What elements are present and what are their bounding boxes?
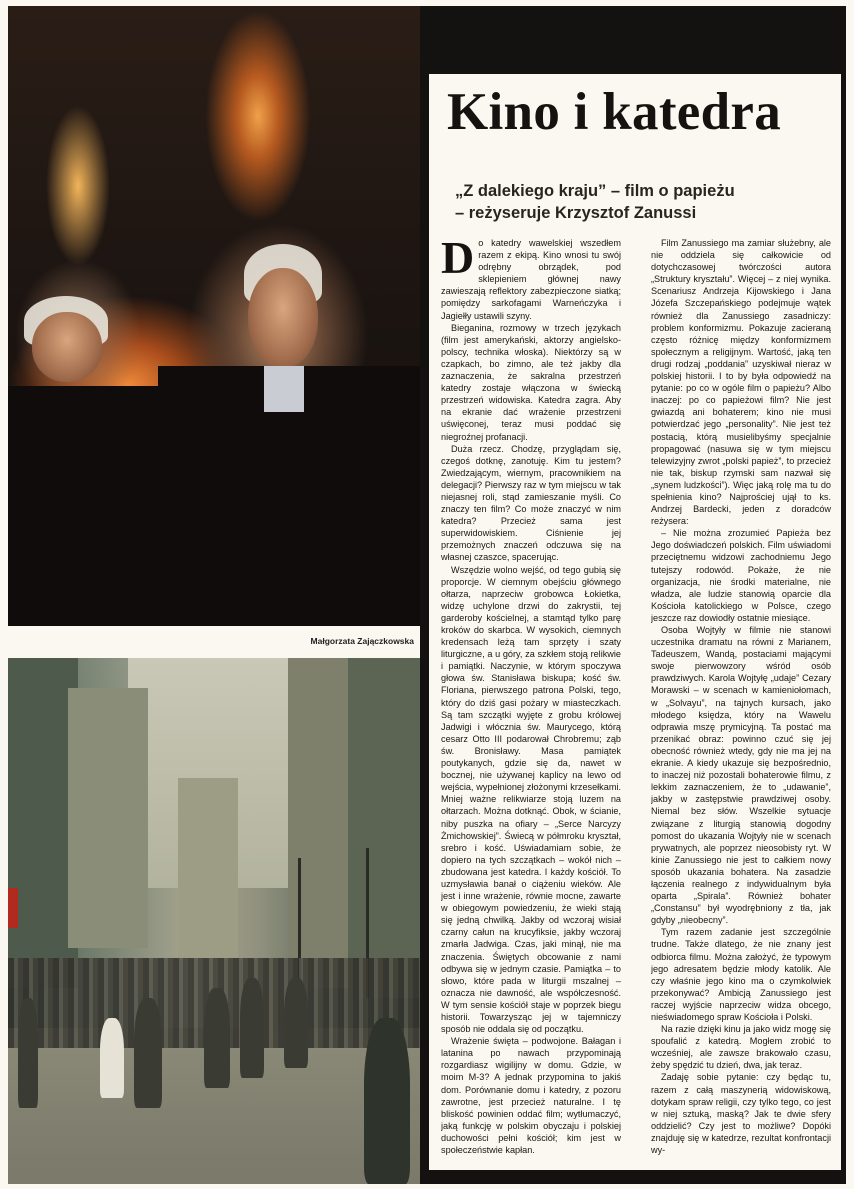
paragraph: Do katedry wawelskiej wszedłem razem z ekipą. Kino wnosi tu swój odrębny obrządek, pod sklepieniem głównej nawy zawieszają reflektory zabezpieczone siatką; pomiędzy sarkofagami Warneńczyka i Jagiełły ustawili szyny. xyxy=(441,237,621,321)
paragraph: Bieganina, rozmowy w trzech językach (film jest amerykański, aktorzy angielsko-polscy, technika włoska). Niektórzy są w czapkach, bo zimno, ale też jakby dla zaznaczenia, że sakralna przestrzeń katedry zostaje włączona w świecką przestrzeń widowiska. Katedra zagra. Aby na ekranie dać wrażenie przestrzeni uświęconej, teraz musi poddać się niegroźnej profanacji. xyxy=(441,322,621,442)
subhead-line-2: – reżyseruje Krzysztof Zanussi xyxy=(455,204,697,222)
subhead xyxy=(455,180,835,224)
photo-street-scene xyxy=(8,658,420,1184)
article-column-right xyxy=(651,237,831,1162)
drop-cap: D xyxy=(441,237,475,283)
paragraph: Duża rzecz. Chodzę, przyglądam się, czegoś dotknę, zanotuję. Kim tu jestem? Zwiedzającym, wiernym, pracownikiem na delegacji? Pierwszy raz w tym miejscu w tak niejasnej roli, stąd zamieszanie myśli. Co znaczy ten film? Co może znaczyć w nim katedra? Przecież sama jest superwidowiskiem. Ciśnienie jej przemożnych znaczeń odczuwa się na własnej czaszce, spacerując. xyxy=(441,443,621,563)
paragraph: Na razie dzięki kinu ja jako widz mogę się spoufalić z katedrą. Mogłem zrobić to wcześniej, ale zawsze brakowało czasu, żeby spędzić tu dzień, dwa, jak teraz. xyxy=(651,1024,831,1071)
headline: Kino i katedra xyxy=(447,83,782,141)
magazine-page xyxy=(8,6,846,1184)
article xyxy=(429,74,841,1170)
article-column-left xyxy=(441,237,621,1162)
paragraph: Tym razem zadanie jest szczególnie trudne. Także dlatego, że nie znany jest odbiorca filmu. Można założyć, że typowym jego adresatem będzie młody katolik. Ale czy właśnie jego kino ma o czymkolwiek przekonywać? Ambicją Zanussiego jest raczej wyjście naprzeciw widza obcego, nieświadomego spraw Kościoła i Polski. xyxy=(651,927,831,1022)
subhead-line-1: „Z dalekiego kraju” – film o papieżu xyxy=(455,182,735,200)
photo-credit: Małgorzata Zajączkowska xyxy=(310,636,414,646)
photo-nuns-with-candles xyxy=(8,6,420,626)
caption-strip xyxy=(8,626,420,658)
paragraph: Wrażenie święta – podwojone. Bałagan i latanina po nawach przypominają rozgardiasz wigilijny w domu. Gdzie, w moim M-3? A jednak przypomina to jakiś dom. Porównanie domu i katedry, z pozoru zawrotne, jest przecież naturalne. I tę bliskość powinien oddać film; wytłumaczyć, jaką funkcję w polskim obyczaju i polskiej duchowości pełni kościół; kim jest w społeczeństwie kapłan. xyxy=(441,1036,621,1156)
paragraph: Wszędzie wolno wejść, od tego gubią się proporcje. W ciemnym obejściu głównego ołtarza, naprzeciw grobowca Łokietka, widzę uchylone drzwi do zakrystii, tej garderoby kościelnej, a stamtąd tylko parę kroków do skarbca. W wysokich, ciemnych kredensach leżą tam sprzęty i szaty liturgiczne, a u góry, za szkłem stoją relikwie i pamiątki. Naczynie, w którym spoczywa głowa św. Stanisława biskupa; kość św. Floriana, pierwszego patrona Polski, tego, który do dziś gasi pożary w miasteczkach. Są tam szczątki wyjęte z grobu królowej Jadwigi i włócznia św. Maurycego, którą cesarz Otto III podarował Chrobremu; ząb św. Bronisławy. Masa pamiątek poutykanych, gdzie się da, nawet w bocznej, nie używanej kaplicy na lewo od wejścia, wypełnionej złożonymi krzesełkami. Mniej ważne relikwiarze stoją luzem na ołtarzach. Można dotknąć. Obok, w ścianie, niby puszka na ofiary – „Serce Narcyzy Żmichowskiej”. Świecą w półmroku kryształ, srebro i kość. Uświadamiam sobie, że dopiero na tych szczątkach – wokół nich – zbudowana jest katedra. I każdy kościół. To uzmysławia banał o ciążeniu wieków. Ale jest i inne wrażenie, równie mocne, zawarte w obiegowym powiedzeniu, że wieki stają się jedną chwilką. Jakby od wczoraj wisiał czarny całun na krucyfiksie, jakby wczoraj zmarła Jadwiga. Czas, jaki minął, nie ma znaczenia. Świętych obcowanie z nami odbywa się w jednym czasie. Pamiątka – to słowo, które pada w liturgii mszalnej – oznacza nie dawność, ale współczesność. W tym sensie kościół staje w poprzek biegu historii. Towarzysząc jej w tajemniczy sposób nie oddala się od początku. xyxy=(441,564,621,1035)
paragraph: – Nie można zrozumieć Papieża bez Jego doświadczeń polskich. Film uświadomi przeciętnemu widzowi zachodniemu Jego tutejszy rodowód. Pokaże, że nie organizacja, nie środki materialne, nie władza, ale ludzie stanowią oparcie dla Kościoła katolickiego w Polsce, czego jeszcze raz dowiodły ostatnie miesiące. xyxy=(651,528,831,623)
paragraph: Film Zanussiego ma zamiar służebny, ale nie oddziela się całkowicie od dotychczasowej twórczości autora „Struktury kryształu”. Więcej – z niej wynika. Scenariusz Andrzeja Kijowskiego i Jana Józefa Szczepańskiego podejmuje wątek również dla Zanussiego zasadniczy: problem konformizmu. Pokazuje zacieraną często różnicę między konformizmem społecznym a religijnym. Wartość, jaką ten drugi rodzaj „poddania” uzyskiwał nieraz w polskiej historii. I to by była odpowiedź na pytanie: po co w ogóle film o papieżu? Albo inaczej: po co papieżowi film? Nie jest gwiazdą ani bohaterem; kino nie musi potwierdzać jego „personality”. Nie jest też postacią, którą musielibyśmy specjalnie propagować (nasuwa się w tym miejscu telewizyjny zwrot „polski papież”, to przecież nie tak, biskup rzymski sam nazwał się „synem ludzkości”). Więc jaką rolę ma tu do spełnienia kino? Najprościej ujął to ks. Andrzej Bardecki, jeden z doradców reżysera: xyxy=(651,238,831,527)
paragraph: Osoba Wojtyły w filmie nie stanowi uczestnika dramatu na równi z Marianem, Tadeuszem, Wandą, postaciami mającymi swoje pierwowzory wśród osób prawdziwych. Karola Wojtyłę „udaje” Cezary Morawski – w scenach w kamieniołomach, w „Solvayu”, na tajnych kursach, jako młodego księdza, który na Wawelu odprawia mszę prymicyjną. Ta postać ma przenikać obraz: powinno czuć się jej obecność również wtedy, gdy nie ma jej na ekranie. A kiedy ukazuje się bezpośrednio, to inaczej niż pozostali bohaterowie filmu, z lekkim zaznaczeniem, że to „udawanie”, jakby w zastępstwie prawdziwej osoby. Niemal bez słów. Wszelkie sytuacje związane z liturgią stanowią dogodny pomost do ukazania Wojtyły nie w scenach prywatnych, ale poprzez nieosobisty ryt. W kinie Zanussiego nie jest to całkiem nowy sposób ukazania bohatera. Na zasadzie łączenia realnego z indywidualnym była oparta „Spirala”. Również bohater „Constansu” był wyodrębniony z tła, jak gdyby „nieobecny”. xyxy=(651,625,831,926)
paragraph: Zadaję sobie pytanie: czy będąc tu, razem z całą maszynerią widowiskową, dotykam spraw religii, czy tylko tego, co jest w niej sztuką, maską? Jak te dwie sfery oddzielić? Czy jest to możliwe? Dopóki znajduję się w katedrze, rezultat konfrontacji wy- xyxy=(651,1072,831,1156)
